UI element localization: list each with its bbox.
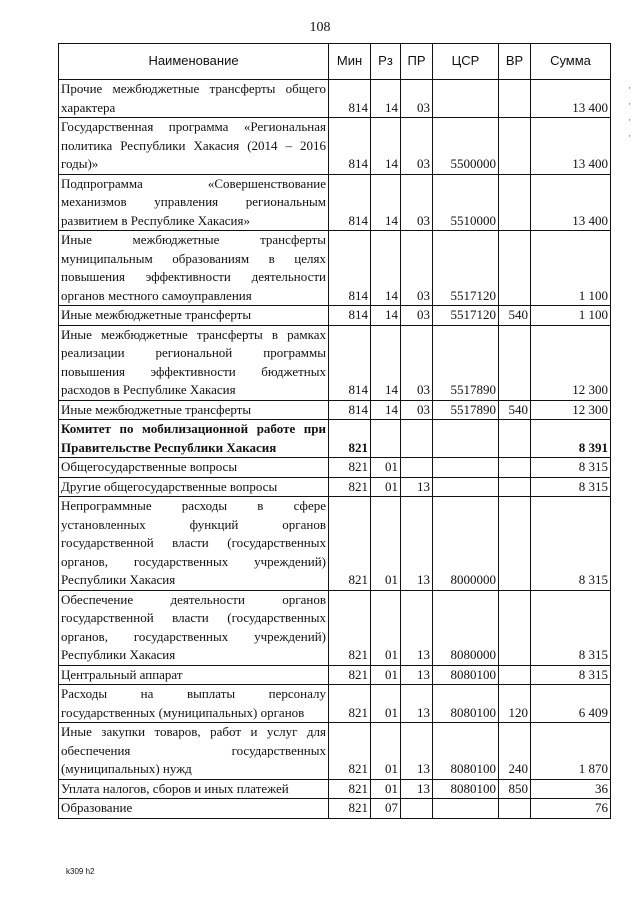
header-rz: Рз (371, 44, 401, 80)
cell-csr (433, 80, 499, 118)
header-min: Мин (329, 44, 371, 80)
cell-vr (499, 477, 531, 497)
table-row (59, 477, 611, 497)
cell-rz (371, 420, 401, 458)
cell-pr (401, 458, 433, 478)
cell-pr: 03 (401, 231, 433, 306)
header-csr: ЦСР (433, 44, 499, 80)
margin-mark: · (628, 115, 631, 125)
cell-csr: 5517120 (433, 231, 499, 306)
table-row (59, 420, 611, 458)
cell-name: Расходы на выплаты персоналу государственных (муниципальных) органов (59, 685, 329, 723)
table-row (59, 665, 611, 685)
cell-name: Прочие межбюджетные трансферты общего характера (59, 80, 329, 118)
cell-pr: 13 (401, 665, 433, 685)
cell-rz: 14 (371, 306, 401, 326)
cell-rz: 01 (371, 779, 401, 799)
cell-sum: 8 315 (531, 477, 611, 497)
table-row (59, 497, 611, 591)
margin-mark: · (628, 131, 631, 141)
cell-csr: 5517890 (433, 400, 499, 420)
cell-min: 814 (329, 306, 371, 326)
margin-mark: · (628, 83, 631, 93)
cell-csr: 8080100 (433, 723, 499, 780)
cell-vr: 540 (499, 400, 531, 420)
cell-rz: 14 (371, 174, 401, 231)
cell-vr (499, 174, 531, 231)
cell-min: 821 (329, 685, 371, 723)
cell-sum: 8 391 (531, 420, 611, 458)
table-row (59, 325, 611, 400)
cell-csr: 8080100 (433, 685, 499, 723)
cell-vr (499, 118, 531, 175)
cell-sum: 13 400 (531, 118, 611, 175)
cell-name: Непрограммные расходы в сфере установленных функций органов государственной власти (государственных органов, государственных учреждений) Республики Хакасия (59, 497, 329, 591)
cell-vr (499, 665, 531, 685)
cell-name: Образование (59, 799, 329, 819)
header-name: Наименование (59, 44, 329, 80)
cell-csr (433, 799, 499, 819)
cell-sum: 13 400 (531, 80, 611, 118)
cell-pr: 13 (401, 497, 433, 591)
cell-pr: 03 (401, 325, 433, 400)
cell-sum: 12 300 (531, 400, 611, 420)
cell-pr (401, 420, 433, 458)
cell-sum: 8 315 (531, 665, 611, 685)
cell-pr: 03 (401, 118, 433, 175)
cell-rz: 14 (371, 80, 401, 118)
cell-csr: 8080100 (433, 779, 499, 799)
cell-sum: 8 315 (531, 497, 611, 591)
cell-min: 814 (329, 231, 371, 306)
cell-min: 821 (329, 665, 371, 685)
cell-min: 814 (329, 400, 371, 420)
cell-name: Подпрограмма «Совершенствование механизмов управления региональным развитием в Республике Хакасия» (59, 174, 329, 231)
cell-sum: 8 315 (531, 458, 611, 478)
cell-sum: 12 300 (531, 325, 611, 400)
cell-sum: 1 100 (531, 306, 611, 326)
cell-vr (499, 497, 531, 591)
cell-pr: 13 (401, 779, 433, 799)
cell-csr: 5500000 (433, 118, 499, 175)
table-row (59, 723, 611, 780)
cell-vr (499, 420, 531, 458)
cell-min: 821 (329, 497, 371, 591)
cell-min: 821 (329, 779, 371, 799)
table-row (59, 80, 611, 118)
cell-vr (499, 231, 531, 306)
table-header-row (59, 44, 611, 80)
cell-sum: 6 409 (531, 685, 611, 723)
cell-sum: 8 315 (531, 590, 611, 665)
table-row (59, 306, 611, 326)
cell-rz: 01 (371, 590, 401, 665)
cell-vr: 120 (499, 685, 531, 723)
cell-rz: 14 (371, 325, 401, 400)
table-row (59, 174, 611, 231)
cell-min: 814 (329, 174, 371, 231)
budget-table (58, 43, 611, 819)
cell-min: 821 (329, 799, 371, 819)
cell-pr: 03 (401, 306, 433, 326)
cell-csr: 5517890 (433, 325, 499, 400)
cell-name: Иные межбюджетные трансферты (59, 306, 329, 326)
cell-name: Иные межбюджетные трансферты (59, 400, 329, 420)
cell-rz: 07 (371, 799, 401, 819)
cell-sum: 1 870 (531, 723, 611, 780)
cell-pr: 13 (401, 685, 433, 723)
cell-min: 821 (329, 458, 371, 478)
cell-csr (433, 458, 499, 478)
cell-min: 814 (329, 80, 371, 118)
cell-vr (499, 325, 531, 400)
cell-csr: 8080100 (433, 665, 499, 685)
cell-rz: 14 (371, 118, 401, 175)
cell-pr (401, 799, 433, 819)
cell-csr: 5517120 (433, 306, 499, 326)
cell-csr (433, 420, 499, 458)
cell-name: Центральный аппарат (59, 665, 329, 685)
table-row (59, 799, 611, 819)
footer-code: k309 h2 (66, 867, 95, 876)
table-row (59, 400, 611, 420)
cell-min: 821 (329, 723, 371, 780)
header-pr: ПР (401, 44, 433, 80)
cell-sum: 1 100 (531, 231, 611, 306)
cell-rz: 01 (371, 477, 401, 497)
cell-name: Общегосударственные вопросы (59, 458, 329, 478)
cell-vr: 540 (499, 306, 531, 326)
cell-pr: 03 (401, 80, 433, 118)
cell-rz: 14 (371, 400, 401, 420)
cell-csr (433, 477, 499, 497)
cell-rz: 14 (371, 231, 401, 306)
cell-sum: 76 (531, 799, 611, 819)
cell-vr (499, 590, 531, 665)
table-row (59, 590, 611, 665)
cell-name: Другие общегосударственные вопросы (59, 477, 329, 497)
cell-rz: 01 (371, 723, 401, 780)
cell-min: 814 (329, 325, 371, 400)
table-row (59, 685, 611, 723)
cell-min: 821 (329, 420, 371, 458)
cell-name: Обеспечение деятельности органов государственной власти (государственных органов, государственных учреждений) Республики Хакасия (59, 590, 329, 665)
cell-pr: 03 (401, 174, 433, 231)
cell-name: Иные межбюджетные трансферты муниципальным образованиям в целях повышения эффективности деятельности органов местного самоуправления (59, 231, 329, 306)
cell-name: Уплата налогов, сборов и иных платежей (59, 779, 329, 799)
header-vr: ВР (499, 44, 531, 80)
cell-pr: 13 (401, 477, 433, 497)
cell-name: Иные межбюджетные трансферты в рамках реализации региональной программы повышения эффективности бюджетных расходов в Республике Хакасия (59, 325, 329, 400)
cell-pr: 03 (401, 400, 433, 420)
cell-vr (499, 799, 531, 819)
cell-pr: 13 (401, 723, 433, 780)
cell-vr: 240 (499, 723, 531, 780)
cell-min: 814 (329, 118, 371, 175)
table-row (59, 458, 611, 478)
cell-csr: 8000000 (433, 497, 499, 591)
margin-mark: · (628, 99, 631, 109)
cell-name: Иные закупки товаров, работ и услуг для обеспечения государственных (муниципальных) нужд (59, 723, 329, 780)
cell-sum: 13 400 (531, 174, 611, 231)
cell-pr: 13 (401, 590, 433, 665)
cell-rz: 01 (371, 497, 401, 591)
cell-rz: 01 (371, 665, 401, 685)
table-row (59, 231, 611, 306)
table-body (59, 80, 611, 819)
header-sum: Сумма (531, 44, 611, 80)
cell-csr: 5510000 (433, 174, 499, 231)
cell-rz: 01 (371, 458, 401, 478)
cell-vr (499, 458, 531, 478)
cell-name: Комитет по мобилизационной работе при Правительстве Республики Хакасия (59, 420, 329, 458)
cell-min: 821 (329, 590, 371, 665)
cell-vr (499, 80, 531, 118)
margin-marks (628, 80, 631, 144)
table-row (59, 118, 611, 175)
table-row (59, 779, 611, 799)
page-number: 108 (309, 20, 331, 35)
cell-sum: 36 (531, 779, 611, 799)
cell-min: 821 (329, 477, 371, 497)
cell-vr: 850 (499, 779, 531, 799)
cell-rz: 01 (371, 685, 401, 723)
cell-csr: 8080000 (433, 590, 499, 665)
cell-name: Государственная программа «Региональная политика Республики Хакасия (2014 – 2016 годы)» (59, 118, 329, 175)
